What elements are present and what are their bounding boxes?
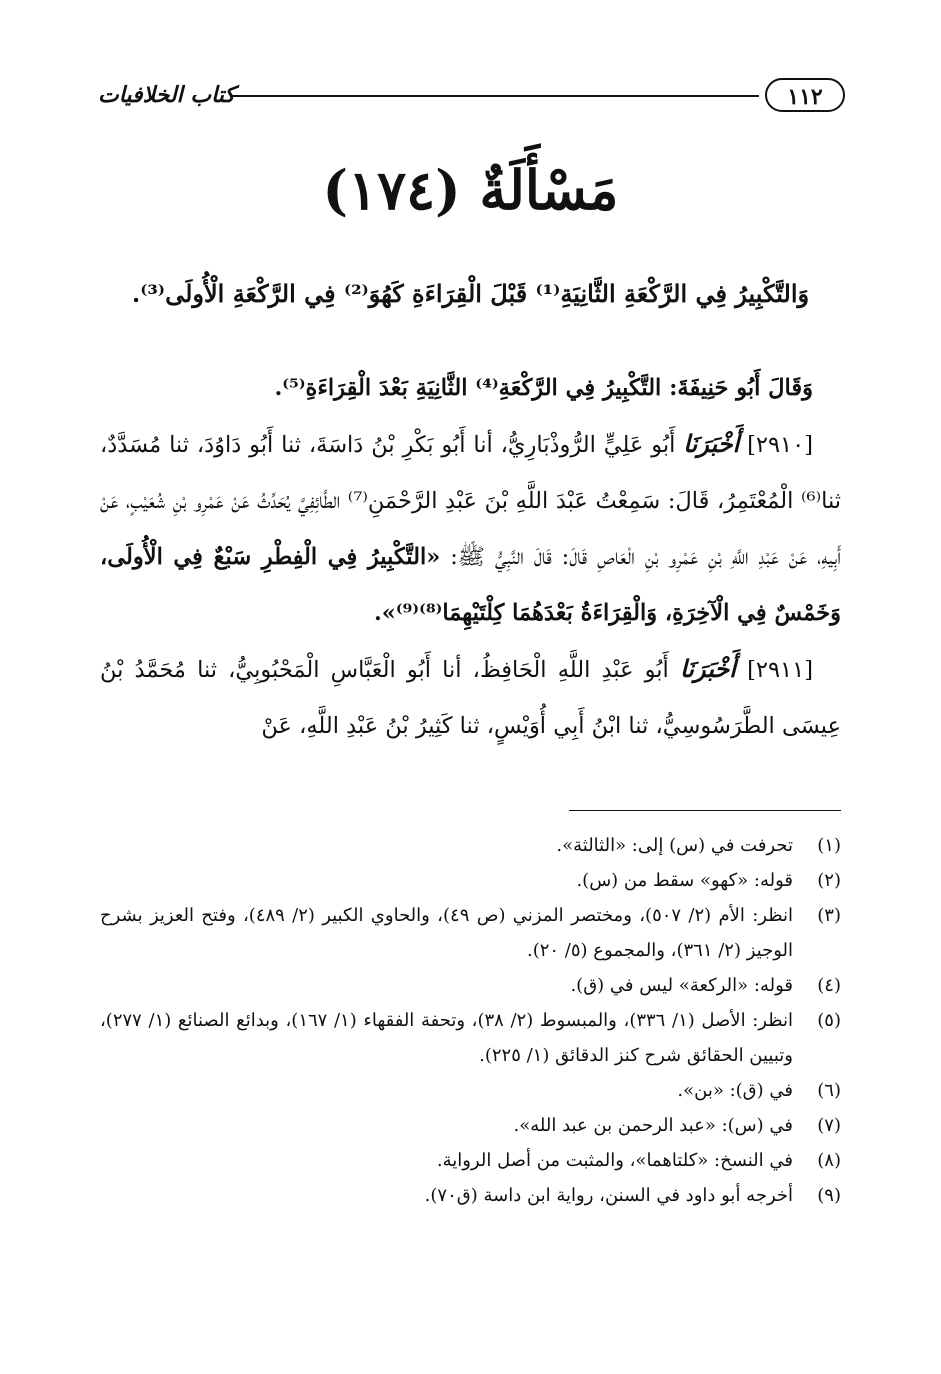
footnote-item bbox=[100, 1143, 841, 1178]
footnote-number: (٧) bbox=[817, 1115, 841, 1136]
footnote-text: قوله: «الركعة» ليس في (ق). bbox=[570, 975, 793, 996]
issue-subtitle: وَالتَّكْبِيرُ فِي الرَّكْعَةِ الثَّانِيَةِ⁽¹⁾ قَبْلَ الْقِرَاءَةِ كَهُوَ⁽²⁾ فِي الرَّكْعَةِ الْأُولَى⁽³⁾. bbox=[131, 279, 810, 308]
page-header bbox=[98, 76, 845, 120]
footnote-item bbox=[100, 828, 841, 863]
page-number-badge: ١١٢ bbox=[765, 78, 845, 112]
footnote-text: قوله: «كهو» سقط من (س). bbox=[576, 870, 793, 891]
footnote-item bbox=[100, 1003, 841, 1073]
footnote-text: أخرجه أبو داود في السنن، رواية ابن داسة (ق٧٠). bbox=[424, 1185, 793, 1206]
akhbarana-label: أَخْبَرَنَا bbox=[683, 429, 740, 458]
footnote-text: في (س): «عبد الرحمن بن عبد الله». bbox=[513, 1115, 793, 1136]
footnote-text: انظر: الأصل (١/ ٣٣٦)، والمبسوط (٢/ ٣٨)، وتحفة الفقهاء (١/ ١٦٧)، وبدائع الصنائع (١/ ٢٧٧)، وتبيين الحقائق شرح كنز الدقائق (١/ ٢٢٥). bbox=[100, 1010, 793, 1066]
hadith-2911 bbox=[100, 641, 841, 754]
book-title: كتاب الخلافيات bbox=[98, 82, 235, 108]
header-rule bbox=[230, 95, 759, 97]
footnote-number: (١) bbox=[817, 835, 841, 856]
akhbarana-label: أَخْبَرَنَا bbox=[679, 654, 736, 683]
footnote-item bbox=[100, 898, 841, 968]
footnote-number: (٣) bbox=[817, 905, 841, 926]
abu-hanifa-statement: وَقَالَ أَبُو حَنِيفَةَ: التَّكْبِيرُ فِي الرَّكْعَةِ⁽⁴⁾ الثَّانِيَةِ بَعْدَ الْقِرَاءَةِ⁽⁵⁾. bbox=[274, 375, 813, 401]
footnote-number: (٢) bbox=[817, 870, 841, 891]
footnote-number: (٥) bbox=[817, 1010, 841, 1031]
isnad-text: أَبُو عَبْدِ اللَّهِ الْحَافِظُ، أنا أَبُو الْعَبَّاسِ الْمَحْبُوبِيُّ، ثنا مُحَمَّدُ بْنُ عِيسَى الطَّرَسُوسِيُّ، ثنا ابْنُ أَبِي أُوَيْسٍ، ثنا كَثِيرُ بْنُ عَبْدِ اللَّهِ، عَنْ bbox=[100, 657, 841, 739]
main-text bbox=[100, 360, 841, 754]
issue-title: مَسْأَلَةٌ (١٧٤) bbox=[322, 158, 619, 222]
footnote-number: (٩) bbox=[817, 1185, 841, 1206]
footnote-number: (٤) bbox=[817, 975, 841, 996]
footnote-text: انظر: الأم (٢/ ٥٠٧)، ومختصر المزني (ص ٤٩)، والحاوي الكبير (٢/ ٤٨٩)، وفتح العزيز بشرح الوجيز (٢/ ٣٦١)، والمجموع (٥/ ٢٠). bbox=[100, 905, 793, 961]
footnote-text: تحرفت في (س) إلى: «الثالثة». bbox=[556, 835, 793, 856]
footnote-separator bbox=[569, 810, 841, 811]
hadith-matn: «التَّكْبِيرُ فِي الْفِطْرِ سَبْعٌ فِي الْأُولَى، وَخَمْسٌ فِي الْآخِرَةِ، وَالْقِرَاءَةُ بَعْدَهُمَا كِلْتَيْهِمَا⁽⁸⁾⁽⁹⁾». bbox=[100, 544, 841, 626]
footnote-item bbox=[100, 968, 841, 1003]
footnote-number: (٨) bbox=[817, 1150, 841, 1171]
hadith-number: [٢٩١١] bbox=[747, 657, 813, 683]
footnote-item bbox=[100, 1178, 841, 1213]
footnote-number: (٦) bbox=[817, 1080, 841, 1101]
footnote-item bbox=[100, 1073, 841, 1108]
footnote-text: في النسخ: «كلتاهما»، والمثبت من أصل الرواية. bbox=[436, 1150, 793, 1171]
hadith-number: [٢٩١٠] bbox=[747, 432, 814, 458]
footnote-text: في (ق): «بن». bbox=[677, 1080, 793, 1101]
footnotes bbox=[100, 828, 841, 1213]
footnote-item bbox=[100, 863, 841, 898]
isnad-text: أَبُو عَلِيٍّ الرُّوذْبَارِيُّ، أنا أَبُو بَكْرِ بْنُ دَاسَةَ، ثنا أَبُو دَاوُدَ، ثنا مُسَدَّدٌ، ثنا⁽⁶⁾ الْمُعْتَمِرُ، قَالَ: سَمِعْتُ عَبْدَ اللَّهِ بْنَ عَبْدِ الرَّحْمَنِ⁽⁷⁾ الطَّائِفِيَّ يُحَدِّثُ عَنْ عَمْرِو بْنِ شُعَيْبٍ، عَنْ أَبِيهِ، عَنْ عَبْدِ اللَّهِ بْنِ عَمْرِو بْنِ الْعَاصِ قَالَ: قَالَ النَّبِيُّ ﷺ: bbox=[100, 432, 841, 570]
paragraph-abu-hanifa bbox=[100, 360, 841, 416]
footnote-item bbox=[100, 1108, 841, 1143]
hadith-2910 bbox=[100, 416, 841, 641]
